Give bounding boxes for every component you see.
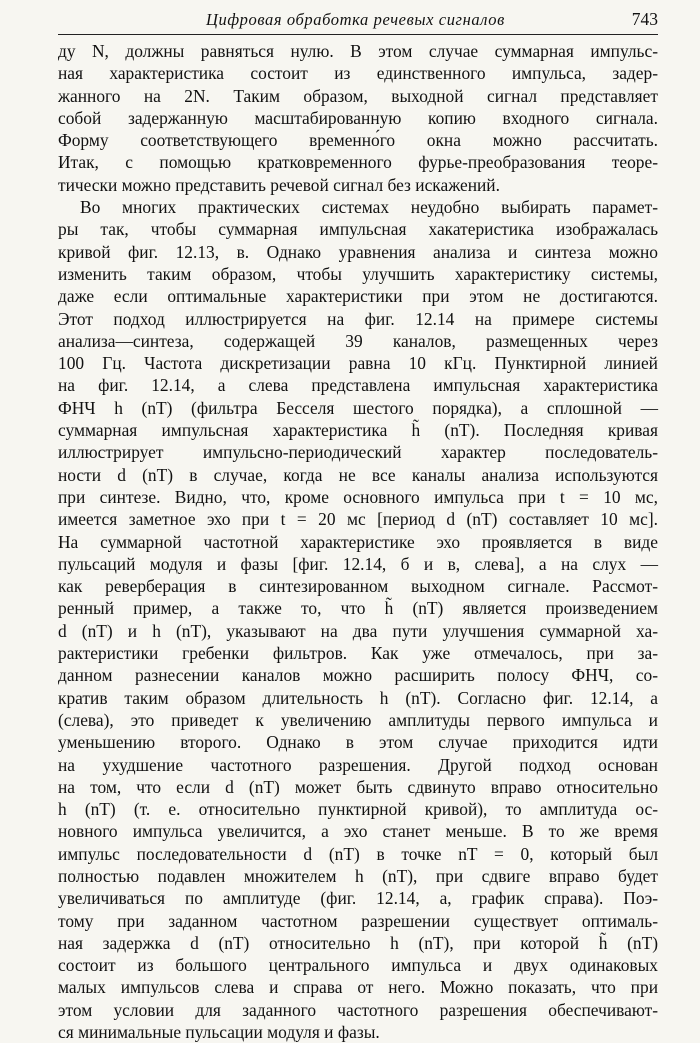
text-line: данном разнесении каналов можно расширить полосу ФНЧ, со- bbox=[58, 665, 658, 686]
paragraph bbox=[58, 40, 658, 196]
text-line: суммарная импульсная характеристика h̃ (nT). Последняя кривая bbox=[58, 420, 658, 441]
text-line: d (nT) и h (nT), указывают на два пути улучшения суммарной ха- bbox=[58, 620, 658, 641]
text-line: ФНЧ h (nT) (фильтра Бесселя шестого порядка), а сплошной — bbox=[58, 397, 658, 418]
text-line: ры так, чтобы суммарная импульсная хакатеристика изображалась bbox=[58, 219, 658, 240]
text-line: этом условии для заданного частотного разрешения обеспечивают- bbox=[58, 999, 658, 1020]
text-line: полностью подавлен множителем h (nT), при сдвиге вправо будет bbox=[58, 865, 658, 886]
text-line: уменьшению второго. Однако в этом случае приходится идти bbox=[58, 732, 658, 753]
text-line: 100 Гц. Частота дискретизации равна 10 кГц. Пунктирной линией bbox=[58, 353, 658, 374]
text-line: иллюстрирует импульсно-периодический характер последователь- bbox=[58, 442, 658, 463]
running-title: Цифровая обработка речевых сигналов bbox=[206, 10, 505, 29]
text-line: изменить таким образом, чтобы улучшить характеристику системы, bbox=[58, 263, 658, 284]
text-line: ду N, должны равняться нулю. В этом случае суммарная импульс- bbox=[58, 41, 658, 61]
text-line: ная задержка d (nT) относительно h (nT), при которой h̃ (nT) bbox=[58, 932, 658, 953]
text-line: малых импульсов слева и справа от него. Можно показать, что при bbox=[58, 977, 658, 998]
text-line: тому при заданном частотном разрешении существует оптималь- bbox=[58, 910, 658, 931]
text-line: собой задержанную масштабированную копию входного сигнала. bbox=[58, 107, 658, 128]
text-line: импульс последовательности d (nT) в точке nT = 0, который был bbox=[58, 843, 658, 864]
text-line: увеличиваться по амплитуде (фиг. 12.14, а, график справа). Поэ- bbox=[58, 888, 658, 909]
text-line: жанного на 2N. Таким образом, выходной сигнал представляет bbox=[58, 85, 658, 106]
text-line: тически можно представить речевой сигнал без искажений. bbox=[58, 174, 500, 195]
text-line: (слева), это приведет к увеличению амплитуды первого импульса и bbox=[58, 709, 658, 730]
body-text bbox=[58, 40, 658, 1043]
text-line: кратив таким образом длительность h (nT). Согласно фиг. 12.14, а bbox=[58, 687, 658, 708]
text-line: новного импульса увеличится, а эхо станет меньше. В то же время bbox=[58, 821, 658, 842]
page-header bbox=[58, 6, 658, 35]
text-line: анализа—синтеза, содержащей 39 каналов, размещенных через bbox=[58, 330, 658, 351]
paragraph bbox=[58, 196, 658, 1043]
text-line: ная характеристика состоит из единственного импульса, задер- bbox=[58, 63, 658, 84]
text-line: рактеристики гребенки фильтров. Как уже отмечалось, при за- bbox=[58, 643, 658, 664]
text-line: Во многих практических системах неудобно выбирать парамет- bbox=[80, 197, 658, 218]
text-line: На суммарной частотной характеристике эхо проявляется в виде bbox=[58, 531, 658, 552]
text-line: пульсаций модуля и фазы [фиг. 12.14, б и в, слева], а на слух — bbox=[58, 553, 658, 574]
text-line: состоит из большого центрального импульса и двух одинаковых bbox=[58, 955, 658, 976]
text-line: на фиг. 12.14, а слева представлена импульсная характеристика bbox=[58, 375, 658, 396]
text-line: на ухудшение частотного разрешения. Другой подход основан bbox=[58, 754, 658, 775]
page-number: 743 bbox=[631, 9, 658, 29]
text-line: h (nT) (т. е. относительно пунктирной кривой), то амплитуда ос- bbox=[58, 799, 658, 820]
text-line: имеется заметное эхо при t = 20 мс [период d (nT) составляет 10 мс]. bbox=[58, 509, 658, 530]
text-line: как реверберация в синтезированном выходном сигнале. Рассмот- bbox=[58, 576, 658, 597]
text-line: Итак, с помощью кратковременного фурье-преобразования теоре- bbox=[58, 152, 658, 173]
text-line: Форму соответствующего временно́го окна можно рассчитать. bbox=[58, 130, 658, 151]
text-line: Этот подход иллюстрируется на фиг. 12.14 на примере системы bbox=[58, 308, 658, 329]
text-line: ренный пример, а также то, что h̃ (nT) является произведением bbox=[58, 598, 658, 619]
text-line: при синтезе. Видно, что, кроме основного импульса при t = 10 мс, bbox=[58, 486, 658, 507]
text-line: на том, что если d (nT) может быть сдвинуто вправо относительно bbox=[58, 776, 658, 797]
text-line: даже если оптимальные характеристики при этом не достигаются. bbox=[58, 286, 658, 307]
text-line: ся минимальные пульсации модуля и фазы. bbox=[58, 1022, 380, 1043]
text-line: кривой фиг. 12.13, в. Однако уравнения анализа и синтеза можно bbox=[58, 241, 658, 262]
text-line: ности d (nT) в случае, когда не все каналы анализа используются bbox=[58, 464, 658, 485]
